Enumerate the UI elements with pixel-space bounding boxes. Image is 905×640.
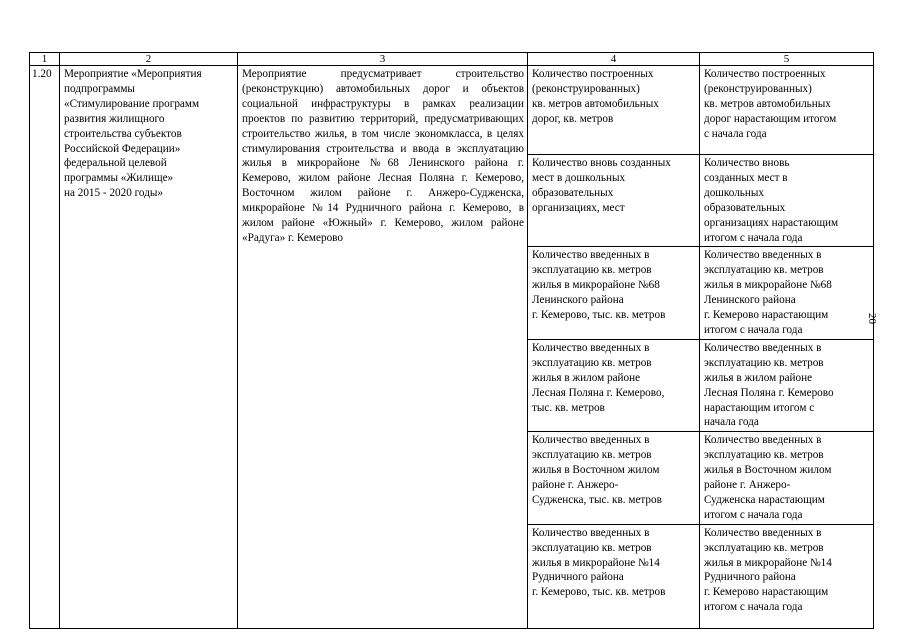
indicator-cell: Количество введенных в эксплуатацию кв. метров жилья в микрорайоне №14 Рудничного района г. Кемерово, тыс. кв. метров: [528, 524, 700, 628]
event-description-cell: Мероприятие предусматривает строительство (реконструкцию) автомобильных дорог и объектов социальной инфраструктуры в рамках реализации проектов по развитию территорий, предусматривающих строительство жилья, в том числе экономкласса, в целях стимулирования строительства и ввода в эксплуатацию жилья в микрорайоне №68 Ленинского района г. Кемерово, жилом районе Лесная Поляна г. Кемерово, Восточном жилом районе г. Анжеро-Судженска, микрорайоне №14 Рудничного района г. Кемерово, в жилом районе «Южный» г. Кемерово, жилом районе «Радуга» г. Кемерово: [238, 66, 528, 629]
indicator-cell: Количество введенных в эксплуатацию кв. метров жилья в микрорайоне №68 Ленинского района г. Кемерово, тыс. кв. метров: [528, 247, 700, 339]
indicator-cell: Количество вновь созданных мест в дошкольных образовательных организациях, мест: [528, 155, 700, 247]
indicators-table: [29, 52, 874, 629]
indicator-cumulative-cell: Количество введенных в эксплуатацию кв. метров жилья в Восточном жилом районе г. Анжеро- Судженска нарастающим итогом с начала года: [700, 432, 874, 524]
page-number: 20: [866, 313, 878, 324]
event-name-cell: Мероприятие «Мероприятия подпрограммы «Стимулирование программ развития жилищного строительства субъектов Российской Федерации» федеральной целевой программы «Жилище» на 2015 - 2020 годы»: [60, 66, 238, 629]
indicator-cumulative-cell: Количество вновь созданных мест в дошкольных образовательных организациях нарастающим итогом с начала года: [700, 155, 874, 247]
row-number: 1.20: [30, 66, 60, 629]
column-number: 2: [60, 53, 238, 66]
indicator-cell: Количество введенных в эксплуатацию кв. метров жилья в жилом районе Лесная Поляна г. Кемерово, тыс. кв. метров: [528, 339, 700, 431]
indicator-cumulative-cell: Количество введенных в эксплуатацию кв. метров жилья в микрорайоне №68 Ленинского района г. Кемерово нарастающим итогом с начала года: [700, 247, 874, 339]
column-number-row: [30, 53, 874, 66]
table-row: [30, 66, 874, 155]
indicator-cell: Количество построенных (реконструированных) кв. метров автомобильных дорог, кв. метров: [528, 66, 700, 155]
column-number: 3: [238, 53, 528, 66]
column-number: 4: [528, 53, 700, 66]
indicator-cumulative-cell: Количество введенных в эксплуатацию кв. метров жилья в микрорайоне №14 Рудничного района г. Кемерово нарастающим итогом с начала года: [700, 524, 874, 628]
indicator-cumulative-cell: Количество построенных (реконструированных) кв. метров автомобильных дорог нарастающим итогом с начала года: [700, 66, 874, 155]
indicator-cell: Количество введенных в эксплуатацию кв. метров жилья в Восточном жилом районе г. Анжеро- Судженска, тыс. кв. метров: [528, 432, 700, 524]
indicator-cumulative-cell: Количество введенных в эксплуатацию кв. метров жилья в жилом районе Лесная Поляна г. Кемерово нарастающим итогом с начала года: [700, 339, 874, 431]
column-number: 5: [700, 53, 874, 66]
column-number: 1: [30, 53, 60, 66]
